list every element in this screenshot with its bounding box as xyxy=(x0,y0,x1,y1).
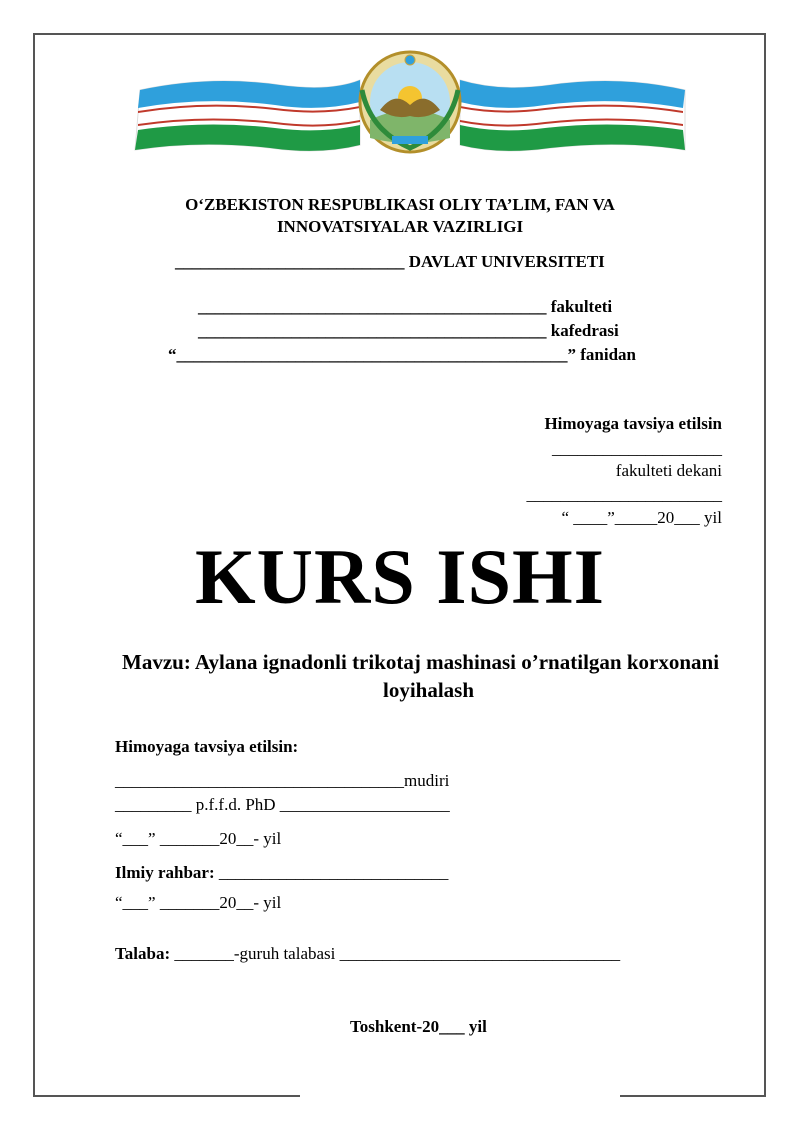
approval-right-date: “ ____”_____20___ yil xyxy=(561,508,722,527)
ministry-line-2: INNOVATSIYALAR VAZIRLIGI xyxy=(276,217,524,236)
department-head-line: __________________________________mudiri xyxy=(115,771,450,790)
faculty-line: _________________________________________ fakulteti xyxy=(198,297,613,316)
approval-left-date-2: “___” _______20__- yil xyxy=(115,893,282,912)
student-label: Talaba: xyxy=(115,944,171,963)
border-gap xyxy=(300,1094,620,1100)
phd-line: _________ p.f.f.d. PhD ____________________ xyxy=(115,795,450,814)
topic-line-1: Mavzu: Aylana ignadonli trikotaj mashinasi o’rnatilgan korxonani xyxy=(122,650,720,674)
document-title: KURS ISHI xyxy=(195,533,605,620)
approval-left-title: Himoyaga tavsiya etilsin: xyxy=(115,737,299,756)
student-row xyxy=(115,944,620,964)
topic-line-2: loyihalash xyxy=(383,678,475,702)
city-year: Toshkent-20___ yil xyxy=(350,1017,487,1036)
advisor-line: ___________________________ xyxy=(214,863,449,882)
approval-left-date-1: “___” _______20__- yil xyxy=(115,829,282,848)
department-line: _________________________________________ kafedrasi xyxy=(198,321,619,340)
subject-line: “______________________________________________” fanidan xyxy=(168,345,636,364)
approval-right-title: Himoyaga tavsiya etilsin xyxy=(544,414,722,433)
student-line: _______-guruh talabasi _________________________________ xyxy=(170,944,621,963)
approval-right-line-2: _______________________ xyxy=(526,485,722,504)
dean-label: fakulteti dekani xyxy=(615,461,722,480)
ministry-line-1: O‘ZBEKISTON RESPUBLIKASI OLIY TA’LIM, FAN VA xyxy=(185,195,615,214)
university-name: ___________________________ DAVLAT UNIVERSITETI xyxy=(175,252,605,271)
advisor-label: Ilmiy rahbar: xyxy=(115,863,215,882)
advisor-row xyxy=(115,863,448,883)
approval-right-line-1: ____________________ xyxy=(552,439,722,458)
state-emblem-flag-icon xyxy=(130,50,690,155)
